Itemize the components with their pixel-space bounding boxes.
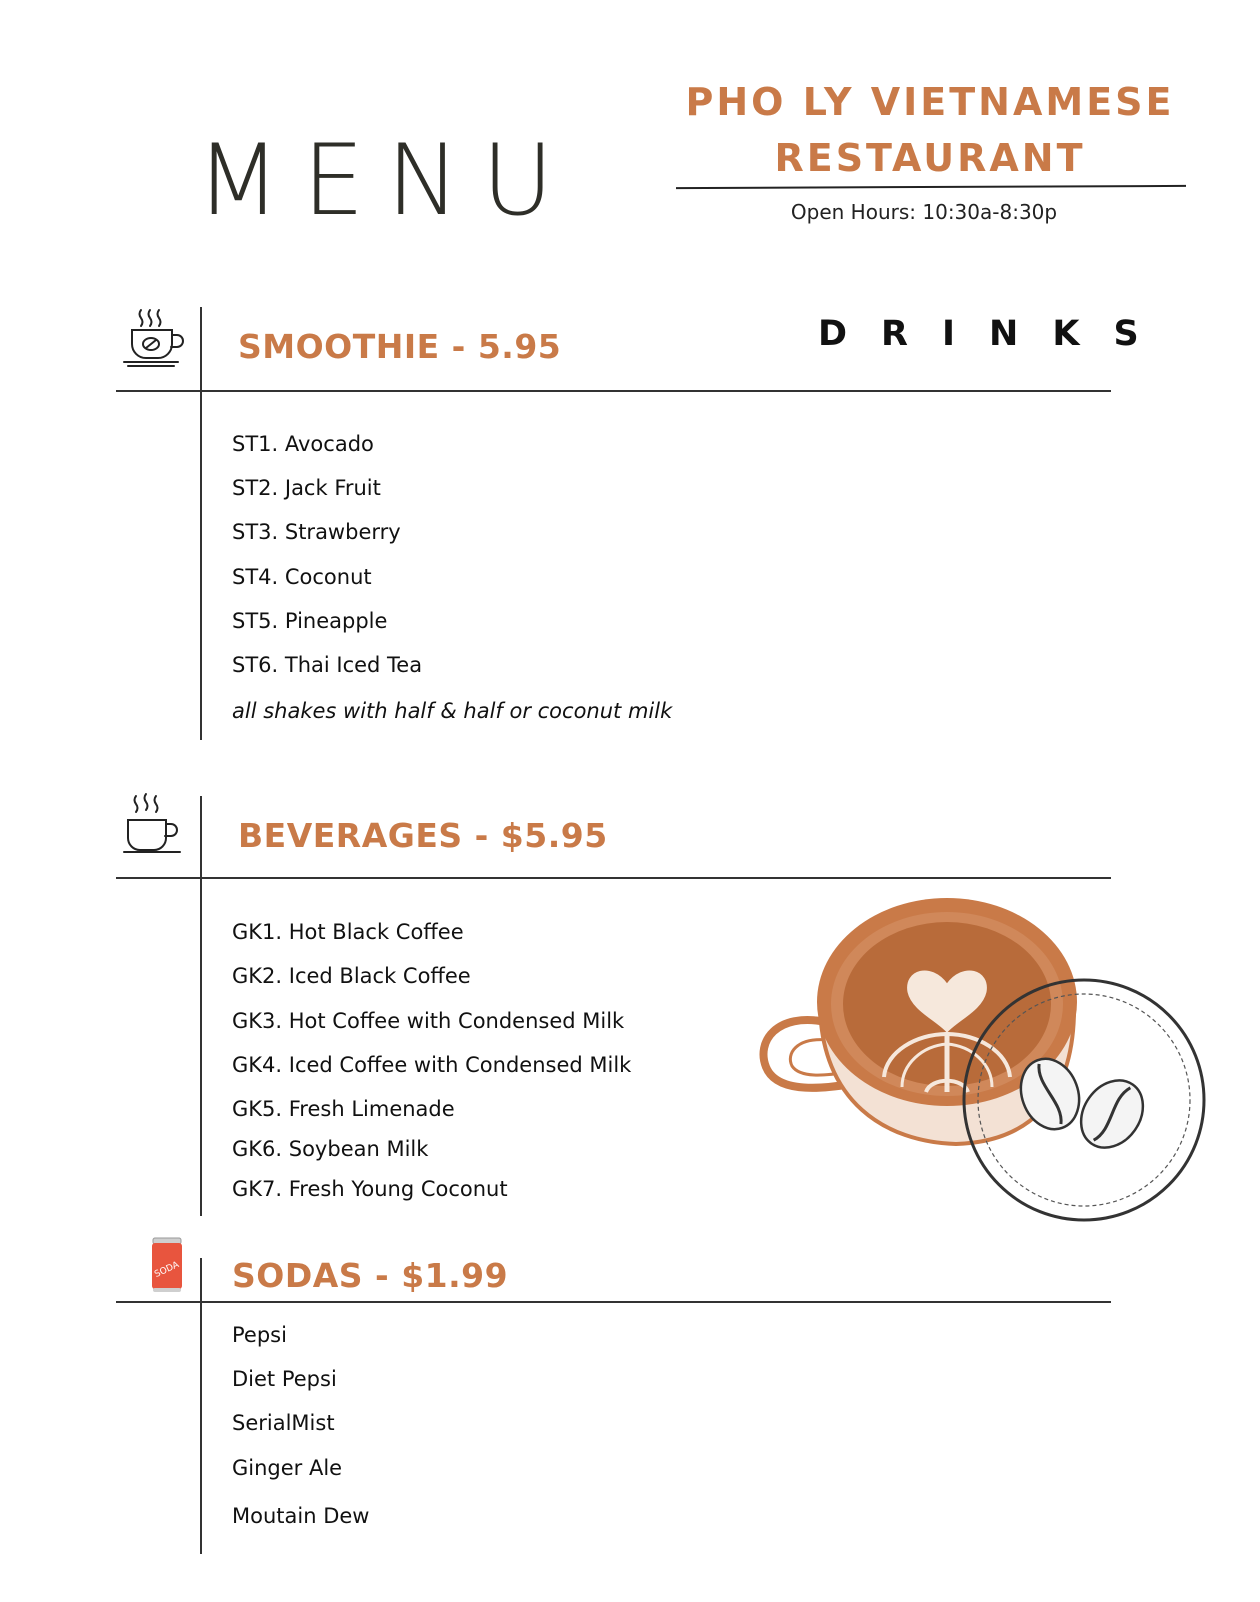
sodas-heading: SODAS - $1.99	[232, 1256, 509, 1295]
menu-item-st5: ST5. Pineapple	[232, 609, 388, 633]
menu-item-gk4: GK4. Iced Coffee with Condensed Milk	[232, 1053, 632, 1077]
category-title: DRINKS	[818, 314, 1173, 354]
menu-item-gk3: GK3. Hot Coffee with Condensed Milk	[232, 1009, 625, 1033]
menu-item-gk5: GK5. Fresh Limenade	[232, 1097, 455, 1121]
restaurant-name-line1: PHO LY VIETNAMESE	[685, 80, 1175, 124]
menu-title: MENU	[196, 124, 576, 238]
smoothie-note: all shakes with half & half or coconut milk	[232, 699, 673, 723]
sodas-horizontal-divider	[116, 1301, 1111, 1303]
smoothie-horizontal-divider	[116, 390, 1111, 392]
menu-item-st6: ST6. Thai Iced Tea	[232, 653, 423, 677]
menu-item-st1: ST1. Avocado	[232, 432, 374, 456]
menu-item-mountain-dew: Moutain Dew	[232, 1504, 370, 1528]
menu-item-ginger-ale: Ginger Ale	[232, 1456, 343, 1480]
menu-item-st2: ST2. Jack Fruit	[232, 476, 381, 500]
restaurant-name-line2: RESTAURANT	[774, 136, 1086, 181]
menu-item-serialmist: SerialMist	[232, 1411, 335, 1435]
beverages-horizontal-divider	[116, 877, 1111, 879]
menu-item-gk6: GK6. Soybean Milk	[232, 1137, 429, 1161]
restaurant-name	[680, 74, 1180, 186]
open-hours: Open Hours: 10:30a-8:30p	[790, 200, 1058, 224]
menu-item-st4: ST4. Coconut	[232, 565, 372, 589]
menu-item-diet-pepsi: Diet Pepsi	[232, 1367, 337, 1391]
soda-can-icon	[150, 1236, 184, 1294]
smoothie-vertical-divider	[200, 307, 202, 740]
menu-item-gk1: GK1. Hot Black Coffee	[232, 920, 464, 944]
smoothie-heading: SMOOTHIE - 5.95	[238, 327, 562, 366]
hot-mug-icon	[120, 792, 186, 858]
beverages-heading: BEVERAGES - $5.95	[238, 816, 608, 855]
menu-item-gk2: GK2. Iced Black Coffee	[232, 964, 471, 988]
menu-item-gk7: GK7. Fresh Young Coconut	[232, 1177, 508, 1201]
menu-item-st3: ST3. Strawberry	[232, 520, 401, 544]
soda-can-label: SODA	[153, 1260, 181, 1280]
menu-item-pepsi: Pepsi	[232, 1323, 287, 1347]
beverages-vertical-divider	[200, 796, 202, 1216]
coffee-cup-saucer-icon	[120, 306, 186, 372]
latte-art-coffee-beans-illustration	[756, 892, 1212, 1228]
